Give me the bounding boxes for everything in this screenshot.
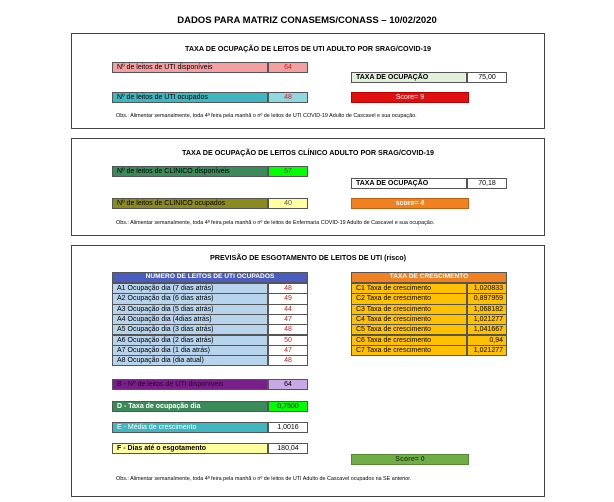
clinico-section-title: TAXA DE OCUPAÇÃO DE LEITOS CLÍNICO ADULTO POR SRAG/COVID-19 (182, 148, 434, 157)
crescimento-row-value: 1,021277 (467, 314, 507, 325)
crescimento-row-label: C6 Taxa de crescimento (351, 335, 467, 346)
ocupados-row-value[interactable]: 48 (268, 283, 308, 294)
ocupados-row-label: A1 Ocupação dia (7 dias atrás) (112, 283, 268, 294)
clinico-score: score= 4 (351, 198, 469, 209)
ocupados-row-value[interactable]: 49 (268, 293, 308, 304)
crescimento-row-value: 1,021277 (467, 345, 507, 356)
clinico-obs: Obs.: Alimentar semanalmente, toda 4ª feira pela manhã o nº de leitos de Enfermaria COVID-19 Adulto de Cascavel e sua ocupação. (116, 220, 435, 226)
crescimento-row-value: 0,897959 (467, 293, 507, 304)
clinico-ocupados-label: Nº de leitos de CLÍNICO ocupados (112, 198, 268, 209)
crescimento-row-label: C2 Taxa de crescimento (351, 293, 467, 304)
previsao-score: Score= 0 (351, 454, 469, 465)
ocupados-row-value[interactable]: 48 (268, 355, 308, 366)
crescimento-row-value: 1,020833 (467, 283, 507, 294)
ocupados-row-label: A8 Ocupação dia (dia atual) (112, 355, 268, 366)
ocupados-row-value[interactable]: 47 (268, 345, 308, 356)
crescimento-row-label: C3 Taxa de crescimento (351, 304, 467, 315)
ocupados-row-value[interactable]: 50 (268, 335, 308, 346)
f-dias-value: 180,04 (268, 443, 308, 454)
crescimento-table-header: TAXA DE CRESCIMENTO (351, 272, 507, 283)
ocupados-row-value[interactable]: 47 (268, 314, 308, 325)
d-taxa-label: D - Taxa de ocupação dia (112, 401, 268, 412)
ocupados-row-label: A2 Ocupação dia (6 dias atrás) (112, 293, 268, 304)
uti-disponiveis-value[interactable]: 64 (268, 62, 308, 73)
uti-taxa-label: TAXA DE OCUPAÇÃO (351, 72, 467, 83)
e-media-label: E - Média de crescimento (112, 422, 268, 433)
ocupados-table-header: NÚMERO DE LEITOS DE UTI OCUPADOS (112, 272, 308, 283)
clinico-disponiveis-value[interactable]: 57 (268, 166, 308, 177)
page-title: DADOS PARA MATRIZ CONASEMS/CONASS – 10/02/2020 (177, 15, 437, 26)
crescimento-row-label: C1 Taxa de crescimento (351, 283, 467, 294)
f-dias-label: F - Dias até o esgotamento (112, 443, 268, 454)
clinico-ocupados-value[interactable]: 40 (268, 198, 308, 209)
uti-section-title: TAXA DE OCUPAÇÃO DE LEITOS DE UTI ADULTO POR SRAG/COVID-19 (185, 44, 431, 53)
ocupados-row-label: A7 Ocupação dia (1 dia atrás) (112, 345, 268, 356)
clinico-taxa-value: 70,18 (467, 178, 507, 189)
uti-obs: Obs.: Alimentar semanalmente, toda 4ª feira pela manhã o nº de leitos de UTI COVID-19 Adulto de Cascavel e sua ocupação. (116, 113, 417, 119)
crescimento-row-value: 1,041667 (467, 324, 507, 335)
previsao-section-title: PREVISÃO DE ESGOTAMENTO DE LEITOS DE UTI (risco) (209, 253, 407, 262)
uti-ocupados-value[interactable]: 48 (268, 92, 308, 103)
e-media-value: 1,0016 (268, 422, 308, 433)
d-taxa-value: 0,7500 (268, 401, 308, 412)
crescimento-row-value: 0,94 (467, 335, 507, 346)
crescimento-row-value: 1,068182 (467, 304, 507, 315)
ocupados-row-value[interactable]: 44 (268, 304, 308, 315)
crescimento-row-label: C5 Taxa de crescimento (351, 324, 467, 335)
previsao-obs: Obs.: Alimentar semanalmente, toda 4ª feira pela manhã o nº de leitos de UTI Adulto de Cascavel ocupados na SE anterior. (116, 476, 412, 482)
ocupados-row-value[interactable]: 48 (268, 324, 308, 335)
uti-taxa-value: 75,00 (467, 72, 507, 83)
ocupados-row-label: A6 Ocupação dia (2 dias atrás) (112, 335, 268, 346)
ocupados-row-label: A3 Ocupação dia (5 dias atrás) (112, 304, 268, 315)
uti-score: Score= 9 (351, 92, 469, 103)
b-disponiveis-label: B - Nº de leitos de UTI disponíveis (112, 379, 268, 390)
crescimento-row-label: C4 Taxa de crescimento (351, 314, 467, 325)
crescimento-row-label: C7 Taxa de crescimento (351, 345, 467, 356)
ocupados-row-label: A5 Ocupação dia (3 dias atrás) (112, 324, 268, 335)
uti-ocupados-label: Nº de leitos de UTI ocupados (112, 92, 268, 103)
ocupados-row-label: A4 Ocupação dia (4dias atrás) (112, 314, 268, 325)
b-disponiveis-value: 64 (268, 379, 308, 390)
uti-disponiveis-label: Nº de leitos de UTI disponíveis (112, 62, 268, 73)
clinico-disponiveis-label: Nº de leitos de CLÍNICO disponíveis (112, 166, 268, 177)
clinico-taxa-label: TAXA DE OCUPAÇÃO (351, 178, 467, 189)
